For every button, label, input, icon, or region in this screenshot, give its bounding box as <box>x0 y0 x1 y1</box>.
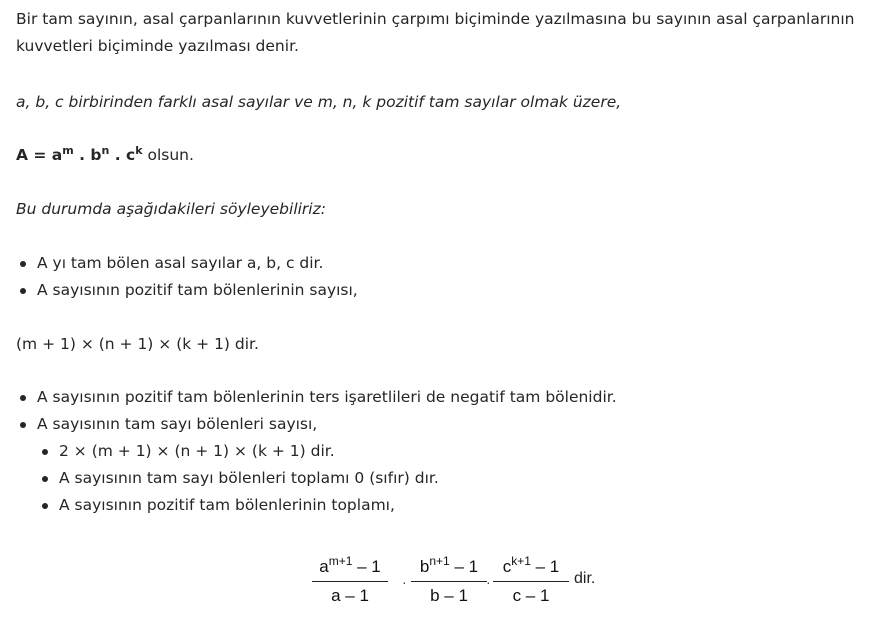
properties-sublist <box>38 438 617 519</box>
formula-lhs: A = a <box>16 146 63 164</box>
fraction-a-denominator: a – 1 <box>331 586 369 605</box>
formula-suffix-dir: dir. <box>574 570 596 587</box>
list-item: A yı tam bölen asal sayılar a, b, c dir. <box>16 250 358 277</box>
exponent-c: k+1 <box>511 554 531 568</box>
multiply-dot: · <box>486 574 491 590</box>
multiply-dot: · <box>402 574 407 590</box>
exponent-b: n+1 <box>429 554 450 568</box>
sublist-item: A sayısının tam sayı bölenleri toplamı 0 (sıfır) dır. <box>38 465 617 492</box>
formula-b: . b <box>73 146 102 164</box>
intro-paragraph: Bir tam sayının, asal çarpanlarının kuvvetlerinin çarpımı biçiminde yazılmasına bu sayının asal çarpanlarının kuvvetleri biçiminde yazılması denir. <box>16 10 855 55</box>
minus-one-b: – 1 <box>449 557 479 576</box>
sublist-item: 2 × (m + 1) × (n + 1) × (k + 1) dir. <box>38 438 617 465</box>
formula-suffix: olsun. <box>142 146 194 164</box>
list-item: A sayısının pozitif tam bölenlerinin ters işaretlileri de negatif tam bölenidir. <box>16 384 617 411</box>
exponent-m: m <box>62 144 74 157</box>
fraction-c-denominator: c – 1 <box>512 586 550 605</box>
base-b: b <box>419 557 430 576</box>
divisor-count-formula: (m + 1) × (n + 1) × (k + 1) dir. <box>16 335 259 353</box>
fraction-b-denominator: b – 1 <box>430 586 468 605</box>
base-c: c <box>502 557 512 576</box>
formula-c: . c <box>109 146 136 164</box>
fraction-b <box>411 553 487 608</box>
minus-one-c: – 1 <box>530 557 560 576</box>
minus-one-a: – 1 <box>352 557 381 576</box>
exponent-n: n <box>101 144 110 157</box>
prime-factorization-formula <box>16 142 194 169</box>
given-paragraph: a, b, c birbirinden farklı asal sayılar ve m, n, k pozitif tam sayılar olmak üzere, <box>16 93 622 111</box>
fraction-a-numerator <box>312 553 388 582</box>
base-a: a <box>319 557 329 576</box>
list-item <box>16 411 617 438</box>
fraction-a <box>312 553 388 608</box>
exponent-a: m+1 <box>328 554 353 568</box>
exponent-k: k <box>135 144 143 157</box>
fraction-b-numerator <box>411 553 487 582</box>
properties-list-2 <box>16 384 617 519</box>
so-paragraph: Bu durumda aşağıdakileri söyleyebiliriz: <box>16 200 326 218</box>
fraction-c <box>493 553 569 608</box>
fraction-c-numerator <box>493 553 569 582</box>
list-item-text: A sayısının tam sayı bölenleri sayısı, <box>37 415 318 433</box>
properties-list-1 <box>16 250 358 304</box>
sublist-item: A sayısının pozitif tam bölenlerinin toplamı, <box>38 492 617 519</box>
list-item: A sayısının pozitif tam bölenlerinin sayısı, <box>16 277 358 304</box>
